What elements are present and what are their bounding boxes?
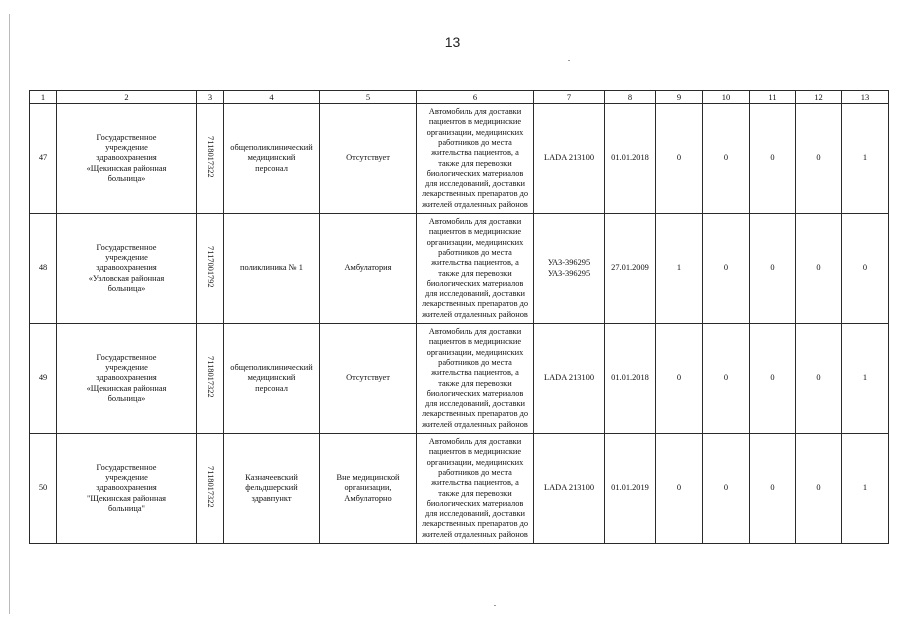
date-cell: 01.01.2018 bbox=[605, 104, 656, 214]
count-cell: 1 bbox=[656, 214, 703, 324]
vehicle-model: LADA 213100 bbox=[534, 324, 605, 434]
column-header: 9 bbox=[656, 91, 703, 104]
count-cell: 0 bbox=[703, 324, 750, 434]
inn-code: 7118017322 bbox=[206, 136, 216, 178]
table-row bbox=[30, 324, 889, 434]
date-cell: 27.01.2009 bbox=[605, 214, 656, 324]
count-cell: 0 bbox=[703, 214, 750, 324]
column-header: 5 bbox=[320, 91, 417, 104]
header-row bbox=[30, 91, 889, 104]
organization-name: Государственное учреждение здравоохранения «Щекинская районная больница» bbox=[57, 104, 197, 214]
care-setting: Отсутствует bbox=[320, 324, 417, 434]
count-cell: 0 bbox=[750, 104, 796, 214]
column-header: 11 bbox=[750, 91, 796, 104]
count-cell: 0 bbox=[703, 104, 750, 214]
scan-speck bbox=[494, 605, 496, 606]
date-cell: 01.01.2019 bbox=[605, 434, 656, 544]
count-cell: 0 bbox=[796, 214, 842, 324]
count-cell: 0 bbox=[656, 434, 703, 544]
count-cell: 0 bbox=[750, 434, 796, 544]
count-cell: 1 bbox=[842, 324, 889, 434]
register-table bbox=[29, 90, 889, 544]
count-cell: 0 bbox=[750, 214, 796, 324]
count-cell: 1 bbox=[842, 434, 889, 544]
vehicle-purpose: Автомобиль для доставки пациентов в медицинские организации, медицинских работников до места жительства пациентов, а также для перевозки биологических материалов для исследований, доставки лекарственных препаратов до жителей отдаленных районов bbox=[417, 214, 534, 324]
count-cell: 1 bbox=[842, 104, 889, 214]
unit-name: поликлиника № 1 bbox=[224, 214, 320, 324]
column-header: 6 bbox=[417, 91, 534, 104]
date-cell: 01.01.2018 bbox=[605, 324, 656, 434]
vehicle-model: УАЗ-396295 УАЗ-396295 bbox=[534, 214, 605, 324]
vehicle-model: LADA 213100 bbox=[534, 434, 605, 544]
vehicle-purpose: Автомобиль для доставки пациентов в медицинские организации, медицинских работников до места жительства пациентов, а также для перевозки биологических материалов для исследований, доставки лекарственных препаратов до жителей отдаленных районов bbox=[417, 104, 534, 214]
row-number: 48 bbox=[30, 214, 57, 324]
count-cell: 0 bbox=[656, 104, 703, 214]
count-cell: 0 bbox=[796, 104, 842, 214]
unit-name: общеполиклинический медицинский персонал bbox=[224, 104, 320, 214]
row-number: 47 bbox=[30, 104, 57, 214]
care-setting: Вне медицинской организации, Амбулаторно bbox=[320, 434, 417, 544]
count-cell: 0 bbox=[842, 214, 889, 324]
scan-speck bbox=[568, 60, 570, 61]
organization-name: Государственное учреждение здравоохранения «Щекинская районная больница» bbox=[57, 324, 197, 434]
column-header: 1 bbox=[30, 91, 57, 104]
column-header: 7 bbox=[534, 91, 605, 104]
inn-code: 7118017322 bbox=[206, 356, 216, 398]
count-cell: 0 bbox=[750, 324, 796, 434]
count-cell: 0 bbox=[796, 434, 842, 544]
unit-name: Казначеевский фельдшерский здравпункт bbox=[224, 434, 320, 544]
column-header: 13 bbox=[842, 91, 889, 104]
count-cell: 0 bbox=[703, 434, 750, 544]
table-row bbox=[30, 214, 889, 324]
row-number: 49 bbox=[30, 324, 57, 434]
unit-name: общеполиклинический медицинский персонал bbox=[224, 324, 320, 434]
column-header: 3 bbox=[197, 91, 224, 104]
margin-rule bbox=[9, 14, 10, 614]
code-cell bbox=[197, 214, 224, 324]
row-number: 50 bbox=[30, 434, 57, 544]
inn-code: 7118017322 bbox=[206, 466, 216, 508]
code-cell bbox=[197, 434, 224, 544]
organization-name: Государственное учреждение здравоохранения «Узловская районная больница» bbox=[57, 214, 197, 324]
column-header: 4 bbox=[224, 91, 320, 104]
column-header: 10 bbox=[703, 91, 750, 104]
table-row bbox=[30, 104, 889, 214]
organization-name: Государственное учреждение здравоохранения "Щекинская районная больница" bbox=[57, 434, 197, 544]
code-cell bbox=[197, 324, 224, 434]
column-header: 12 bbox=[796, 91, 842, 104]
column-header: 2 bbox=[57, 91, 197, 104]
vehicle-model: LADA 213100 bbox=[534, 104, 605, 214]
count-cell: 0 bbox=[796, 324, 842, 434]
care-setting: Амбулатория bbox=[320, 214, 417, 324]
inn-code: 7117001792 bbox=[206, 246, 216, 288]
care-setting: Отсутствует bbox=[320, 104, 417, 214]
column-header: 8 bbox=[605, 91, 656, 104]
vehicle-purpose: Автомобиль для доставки пациентов в медицинские организации, медицинских работников до места жительства пациентов, а также для перевозки биологических материалов для исследований, доставки лекарственных препаратов до жителей отдаленных районов bbox=[417, 324, 534, 434]
count-cell: 0 bbox=[656, 324, 703, 434]
code-cell bbox=[197, 104, 224, 214]
vehicle-purpose: Автомобиль для доставки пациентов в медицинские организации, медицинских работников до места жительства пациентов, а также для перевозки биологических материалов для исследований, доставки лекарственных препаратов до жителей отдаленных районов bbox=[417, 434, 534, 544]
table-row bbox=[30, 434, 889, 544]
page-number: 13 bbox=[444, 34, 461, 50]
